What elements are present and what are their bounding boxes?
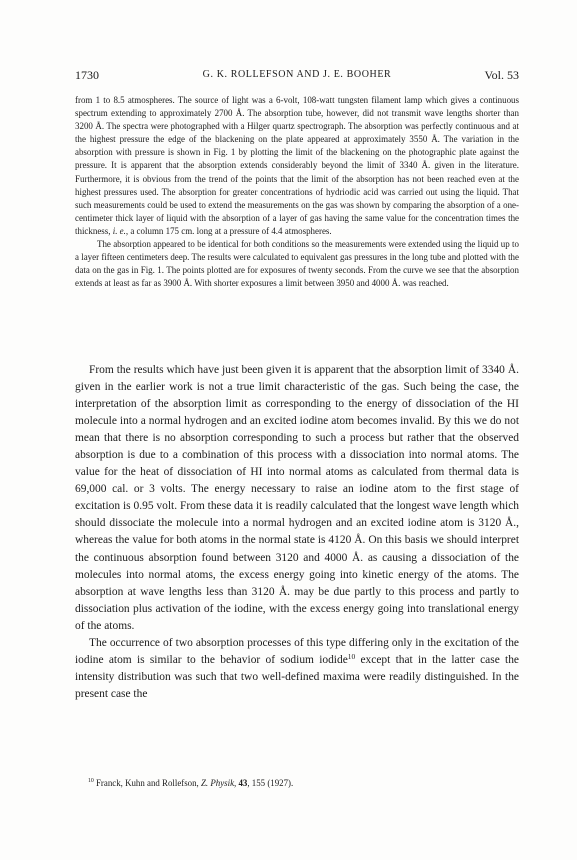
footnote-reference: 10 [347,651,356,661]
footnote: $^{10}$ Franck, Kuhn and Rollefson, Z. Physik, 43, 155 (1927). [88,778,294,788]
running-header [75,68,519,86]
running-authors: G. K. ROLLEFSON AND J. E. BOOHER [202,69,392,80]
paragraph-liquid-results: The absorption appeared to be identical for both conditions so the measurements were extended using the liquid up to a layer fifteen centimeters deep. The results were calculated to equivalent gas pressures in the long tube and plotted with the data on the gas in Fig. 1. The points plotted are for exposures of twenty seconds. From the curve we see that the absorption extends at least as far as 3900 Å. With shorter exposures a limit between 3950 and 4000 Å. was reached. [75,239,519,289]
footnote-number: 10 [88,778,94,784]
journal-name: Z. Physik [201,778,235,788]
volume-label: Vol. 53 [484,68,519,82]
experimental-text-block [75,94,519,290]
discussion-text-block [75,362,519,703]
journal-volume: 43 [238,778,248,788]
page-number: 1730 [75,68,99,82]
ie-abbreviation: i. e. [112,225,126,236]
paragraph-interpretation: From the results which have just been given it is apparent that the absorption limit of 3340 Å. given in the earlier work is not a true limit characteristic of the gas. Such being the case, the interpretation of the absorption limit as corresponding to the energy of dissociation of the HI molecule into a normal hydrogen and an excited iodine atom becomes invalid. By this we do not mean that there is no absorption corresponding to such a process but rather that the observed absorption is due to a combination of this process with a dissociation into normal atoms. The value for the heat of dissociation of HI into normal atoms as calculated from thermal data is 69,000 cal. or 3 volts. The energy necessary to raise an iodine atom to the first stage of excitation is 0.95 volt. From these data it is readily calculated that the longest wave length which should dissociate the molecule into a normal hydrogen and an excited iodine atom is 3120 Å., whereas the value for both atoms in the normal state is 4120 Å. On this basis we should interpret the continuous absorption found between 3120 and 4000 Å. as causing a dissociation of the molecules into normal atoms, the excess energy going into kinetic energy of the atoms. The absorption at wave lengths less than 3120 Å. may be due partly to this process and partly to dissociation plus activation of the iodine, with the excess energy going into translational energy of the atoms. [75,364,519,632]
paragraph-two-processes: The occurrence of two absorption processes of this type differing only in the excitation of the iodine atom is similar to the behavior of sodium iodide$^{10}$ except that in the latter case the intensity distribution was such that two well-defined maxima were readily distinguished. In the present case the [75,636,519,700]
paragraph-source-of-light: from 1 to 8.5 atmospheres. The source of light was a 6-volt, 108-watt tungsten filament lamp which gives a continuous spectrum extending to approximately 2700 Å. The absorption tube, however, did not transmit wave lengths shorter than 3200 Å. The spectra were photographed with a Hilger quartz spectrograph. The absorption was perfectly continuous and at the highest pressure the edge of the blackening on the plate appeared at approximately 3550 Å. The variation in the absorption with pressure is shown in Fig. 1 by plotting the limit of the blackening on the photographic plate against the pressure. It is apparent that the absorption extends considerably beyond the limit of 3340 Å. given in the literature. Furthermore, it is obvious from the trend of the points that the limit of the absorption has not been reached even at the highest pressures used. The absorption for greater concentrations of hydriodic acid was carried out using the liquid. That such measurements could be used to extend the measurements on the gas was shown by comparing the absorption of a one-centimeter thick layer of liquid with the absorption of a layer of gas having the same value for the concentration times the thickness, i. e., a column 175 cm. long at a pressure of 4.4 atmospheres. [75,95,519,236]
